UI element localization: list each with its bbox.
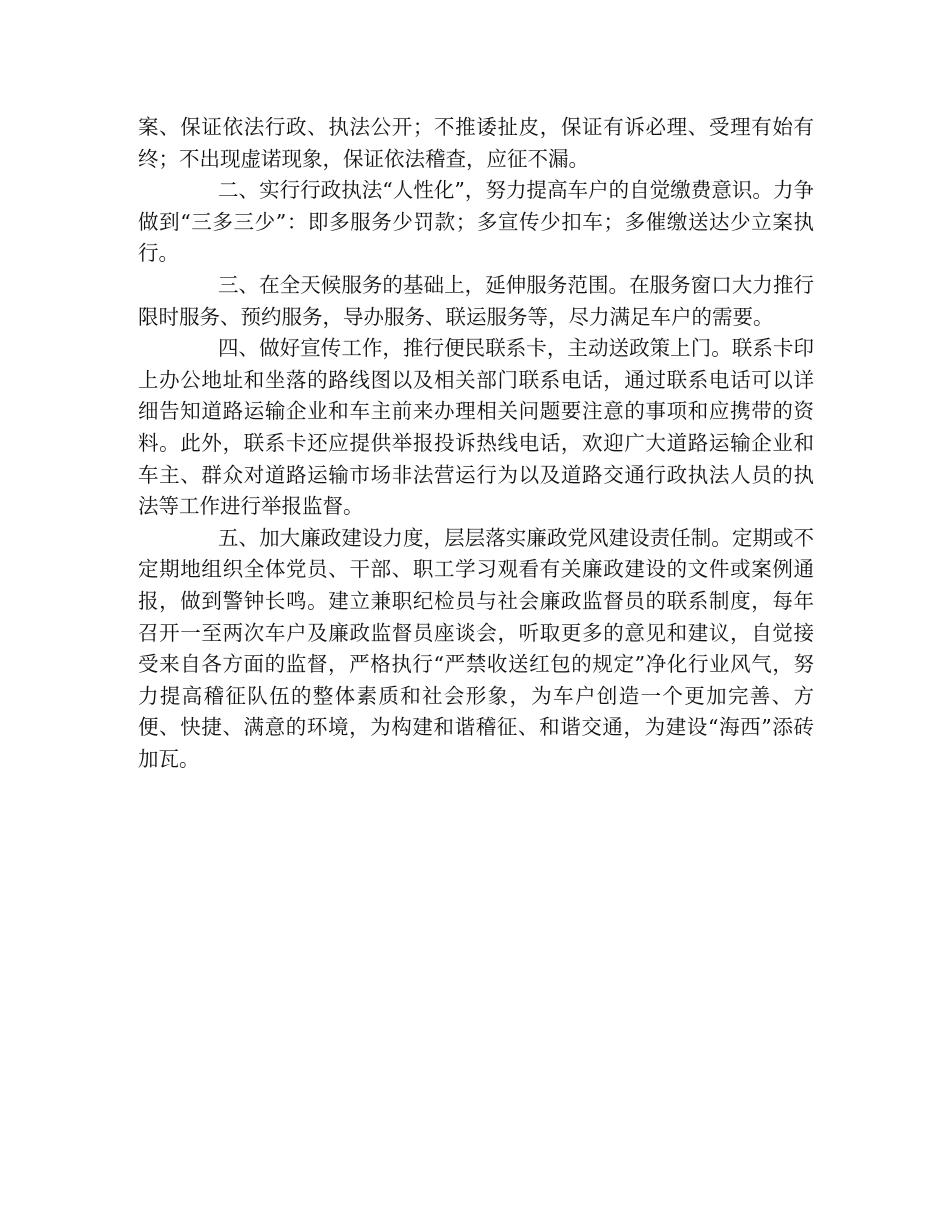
paragraph-item-3: 三、在全天候服务的基础上，延伸服务范围。在服务窗口大力推行限时服务、预约服务，导办服务、联运服务等，尽力满足车户的需要。 <box>138 272 814 329</box>
paragraph-continuation: 案、保证依法行政、执法公开；不推诿扯皮，保证有诉必理、受理有始有终；不出现虚诺现象，保证依法稽查，应征不漏。 <box>138 115 814 171</box>
paragraph-item-2: 二、实行行政执法“人性化”，努力提高车户的自觉缴费意识。力争做到“三多三少”：即多服务少罚款；多宣传少扣车；多催缴送达少立案执行。 <box>138 178 814 266</box>
paragraph-item-4: 四、做好宣传工作，推行便民联系卡，主动送政策上门。联系卡印上办公地址和坐落的路线图以及相关部门联系电话，通过联系电话可以详细告知道路运输企业和车主前来办理相关问题要注意的事项和应携带的资料。此外，联系卡还应提供举报投诉热线电话，欢迎广大道路运输企业和车主、群众对道路运输市场非法营运行为以及道路交通行政执法人员的执法等工作进行举报监督。 <box>138 336 814 519</box>
document-page <box>138 112 814 775</box>
paragraph-item-5: 五、加大廉政建设力度，层层落实廉政党风建设责任制。定期或不定期地组织全体党员、干部、职工学习观看有关廉政建设的文件或案例通报，做到警钟长鸣。建立兼职纪检员与社会廉政监督员的联系制度，每年召开一至两次车户及廉政监督员座谈会，听取更多的意见和建议，自觉接受来自各方面的监督，严格执行“严禁收送红包的规定”净化行业风气，努力提高稽征队伍的整体素质和社会形象，为车户创造一个更加完善、方便、快捷、满意的环境，为构建和谐稽征、和谐交通，为建设“海西”添砖加瓦。 <box>138 525 814 771</box>
